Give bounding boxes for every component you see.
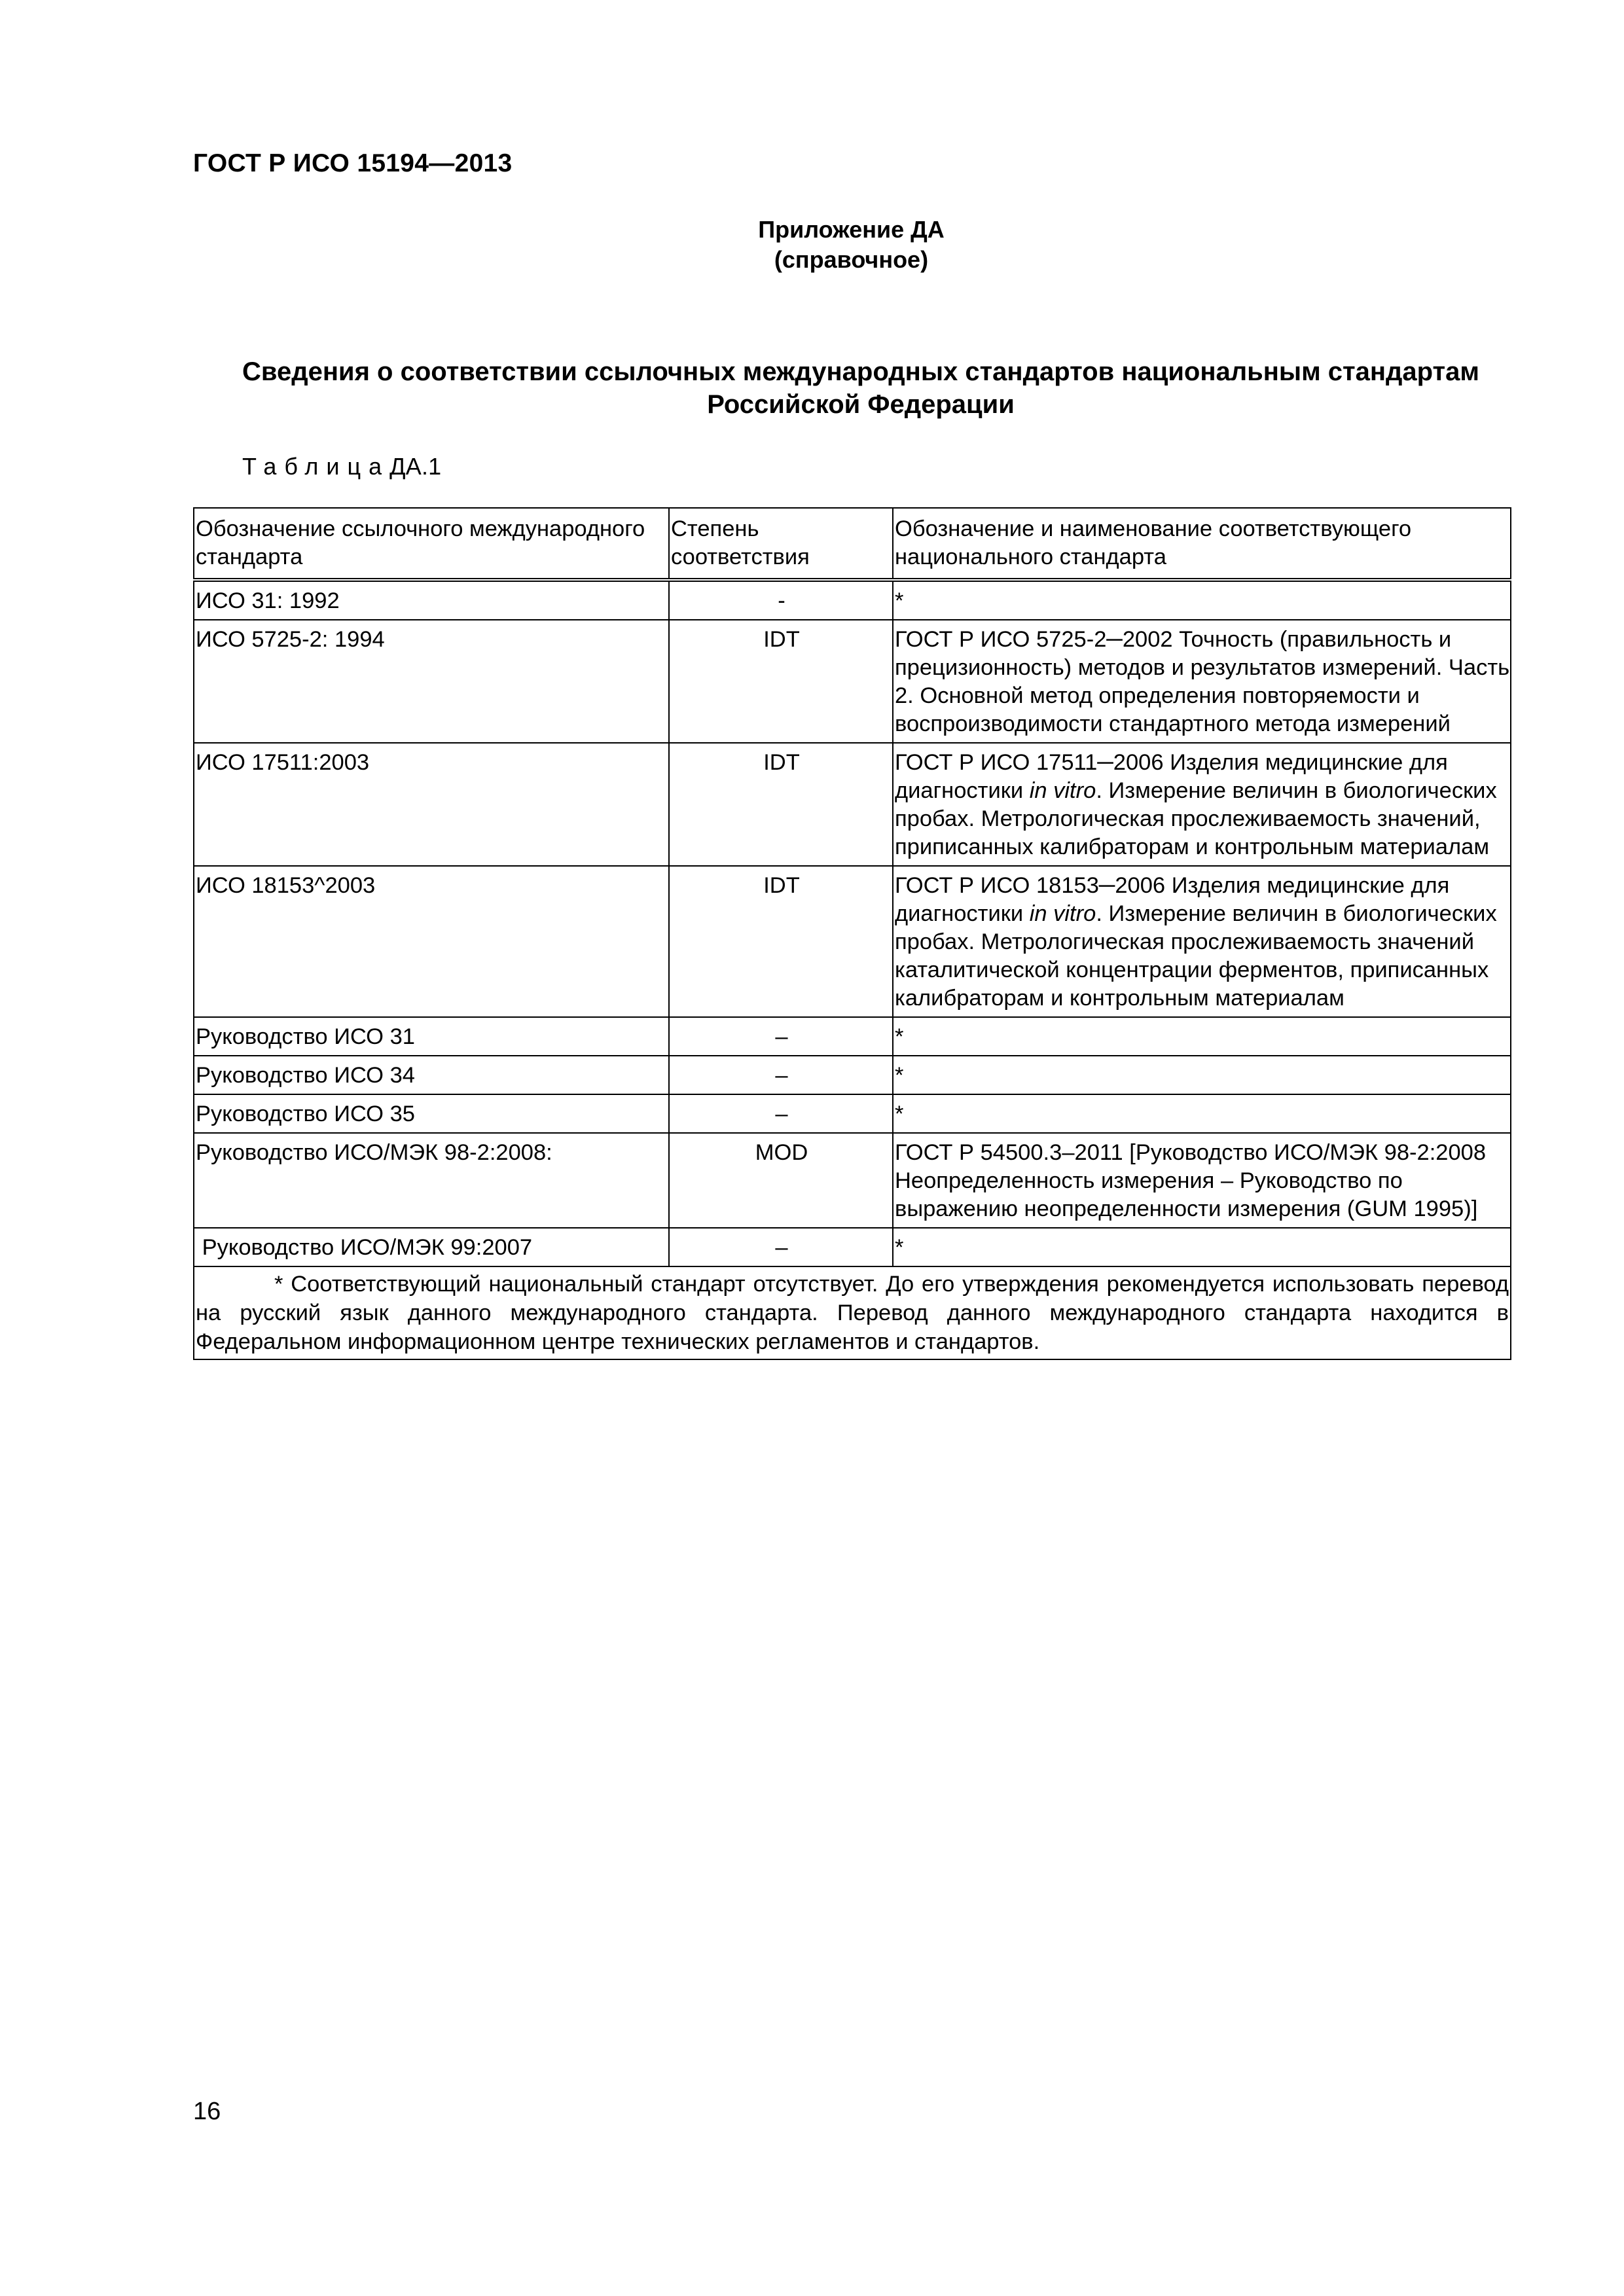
table-row: [194, 620, 1511, 743]
reference-standard-cell: ИСО 18153^2003: [194, 866, 669, 1017]
degree-cell: –: [669, 1056, 893, 1094]
section-title-line-2: Российской Федерации: [707, 390, 1015, 419]
national-standard-cell: *: [893, 1094, 1511, 1133]
national-text-end: . Измерение величин в биологических пробах. Метрологическая прослеживаемость значений, приписанных калибраторам и контрольным материалам: [895, 778, 1497, 859]
degree-cell: MOD: [669, 1133, 893, 1228]
table-footnote-row: [194, 1266, 1511, 1359]
table-footnote: * Соответствующий национальный стандарт отсутствует. До его утверждения рекомендуется использовать перевод на русский язык данного международного стандарта. Перевод данного международного стандарта находится в Федеральном информационном центре технических регламентов и стандартов.: [194, 1266, 1511, 1359]
table-row: [194, 1017, 1511, 1056]
table-row: [194, 580, 1511, 620]
national-standard-cell: ГОСТ Р 54500.3–2011 [Руководство ИСО/МЭК 98-2:2008 Неопределенность измерения – Руководство по выражению неопределенности измерения (GUM 1995)]: [893, 1133, 1511, 1228]
degree-cell: IDT: [669, 866, 893, 1017]
reference-standard-cell: Руководство ИСО 34: [194, 1056, 669, 1094]
in-vitro-italic: in vitro: [1029, 901, 1096, 926]
header-reference-standard: Обозначение ссылочного международного стандарта: [194, 508, 669, 580]
in-vitro-italic: in vitro: [1029, 778, 1096, 803]
reference-standard-cell: ИСО 17511:2003: [194, 743, 669, 866]
degree-cell: –: [669, 1228, 893, 1266]
table-caption: [242, 453, 441, 480]
table-caption-id: ДА.1: [389, 453, 442, 480]
national-standard-cell: *: [893, 580, 1511, 620]
reference-standard-cell: Руководство ИСО/МЭК 99:2007: [194, 1228, 669, 1266]
appendix-subtitle: (справочное): [774, 246, 929, 273]
national-standard-cell: *: [893, 1056, 1511, 1094]
national-standard-cell: [893, 743, 1511, 866]
reference-standard-cell: Руководство ИСО 35: [194, 1094, 669, 1133]
header-national-standard: Обозначение и наименование соответствующего национального стандарта: [893, 508, 1511, 580]
national-text-end: . Измерение величин в биологических пробах. Метрологическая прослеживаемость значений каталитической концентрации ферментов, приписанных калибраторам и контрольным материалам: [895, 901, 1497, 1011]
national-standard-cell: [893, 866, 1511, 1017]
table-row: [194, 1056, 1511, 1094]
appendix-title: Приложение ДА: [758, 216, 945, 243]
reference-standard-cell: ИСО 31: 1992: [194, 580, 669, 620]
reference-standard-cell: Руководство ИСО/МЭК 98-2:2008:: [194, 1133, 669, 1228]
degree-cell: –: [669, 1094, 893, 1133]
page-number: 16: [193, 2098, 221, 2125]
national-standard-cell: *: [893, 1228, 1511, 1266]
national-text-start: ГОСТ Р ИСО 18153─2006 Изделия медицинские для диагностики: [895, 873, 1450, 926]
degree-cell: -: [669, 580, 893, 620]
national-text-start: ГОСТ Р ИСО 17511─2006 Изделия медицинские для диагностики: [895, 750, 1448, 803]
document-code: ГОСТ Р ИСО 15194—2013: [193, 149, 513, 177]
table-row: [194, 1094, 1511, 1133]
appendix-heading: [0, 215, 1624, 275]
reference-standard-cell: Руководство ИСО 31: [194, 1017, 669, 1056]
degree-cell: IDT: [669, 743, 893, 866]
national-standard-cell: ГОСТ Р ИСО 5725-2─2002 Точность (правильность и прецизионность) методов и результатов измерений. Часть 2. Основной метод определения повторяемости и воспроизводимости стандартного метода измерений: [893, 620, 1511, 743]
table-row: [194, 1133, 1511, 1228]
degree-cell: –: [669, 1017, 893, 1056]
standards-correspondence-table: [193, 507, 1511, 1360]
section-title-line-1: Сведения о соответствии ссылочных международных стандартов национальным стандартам: [242, 357, 1479, 386]
reference-standard-cell: ИСО 5725-2: 1994: [194, 620, 669, 743]
table-caption-word: Таблица: [242, 453, 390, 480]
table-row: [194, 1228, 1511, 1266]
degree-cell: IDT: [669, 620, 893, 743]
national-standard-cell: *: [893, 1017, 1511, 1056]
table-row: [194, 743, 1511, 866]
section-title: [193, 355, 1502, 421]
header-degree: Степень соответствия: [669, 508, 893, 580]
table-header-row: [194, 508, 1511, 580]
table-row: [194, 866, 1511, 1017]
